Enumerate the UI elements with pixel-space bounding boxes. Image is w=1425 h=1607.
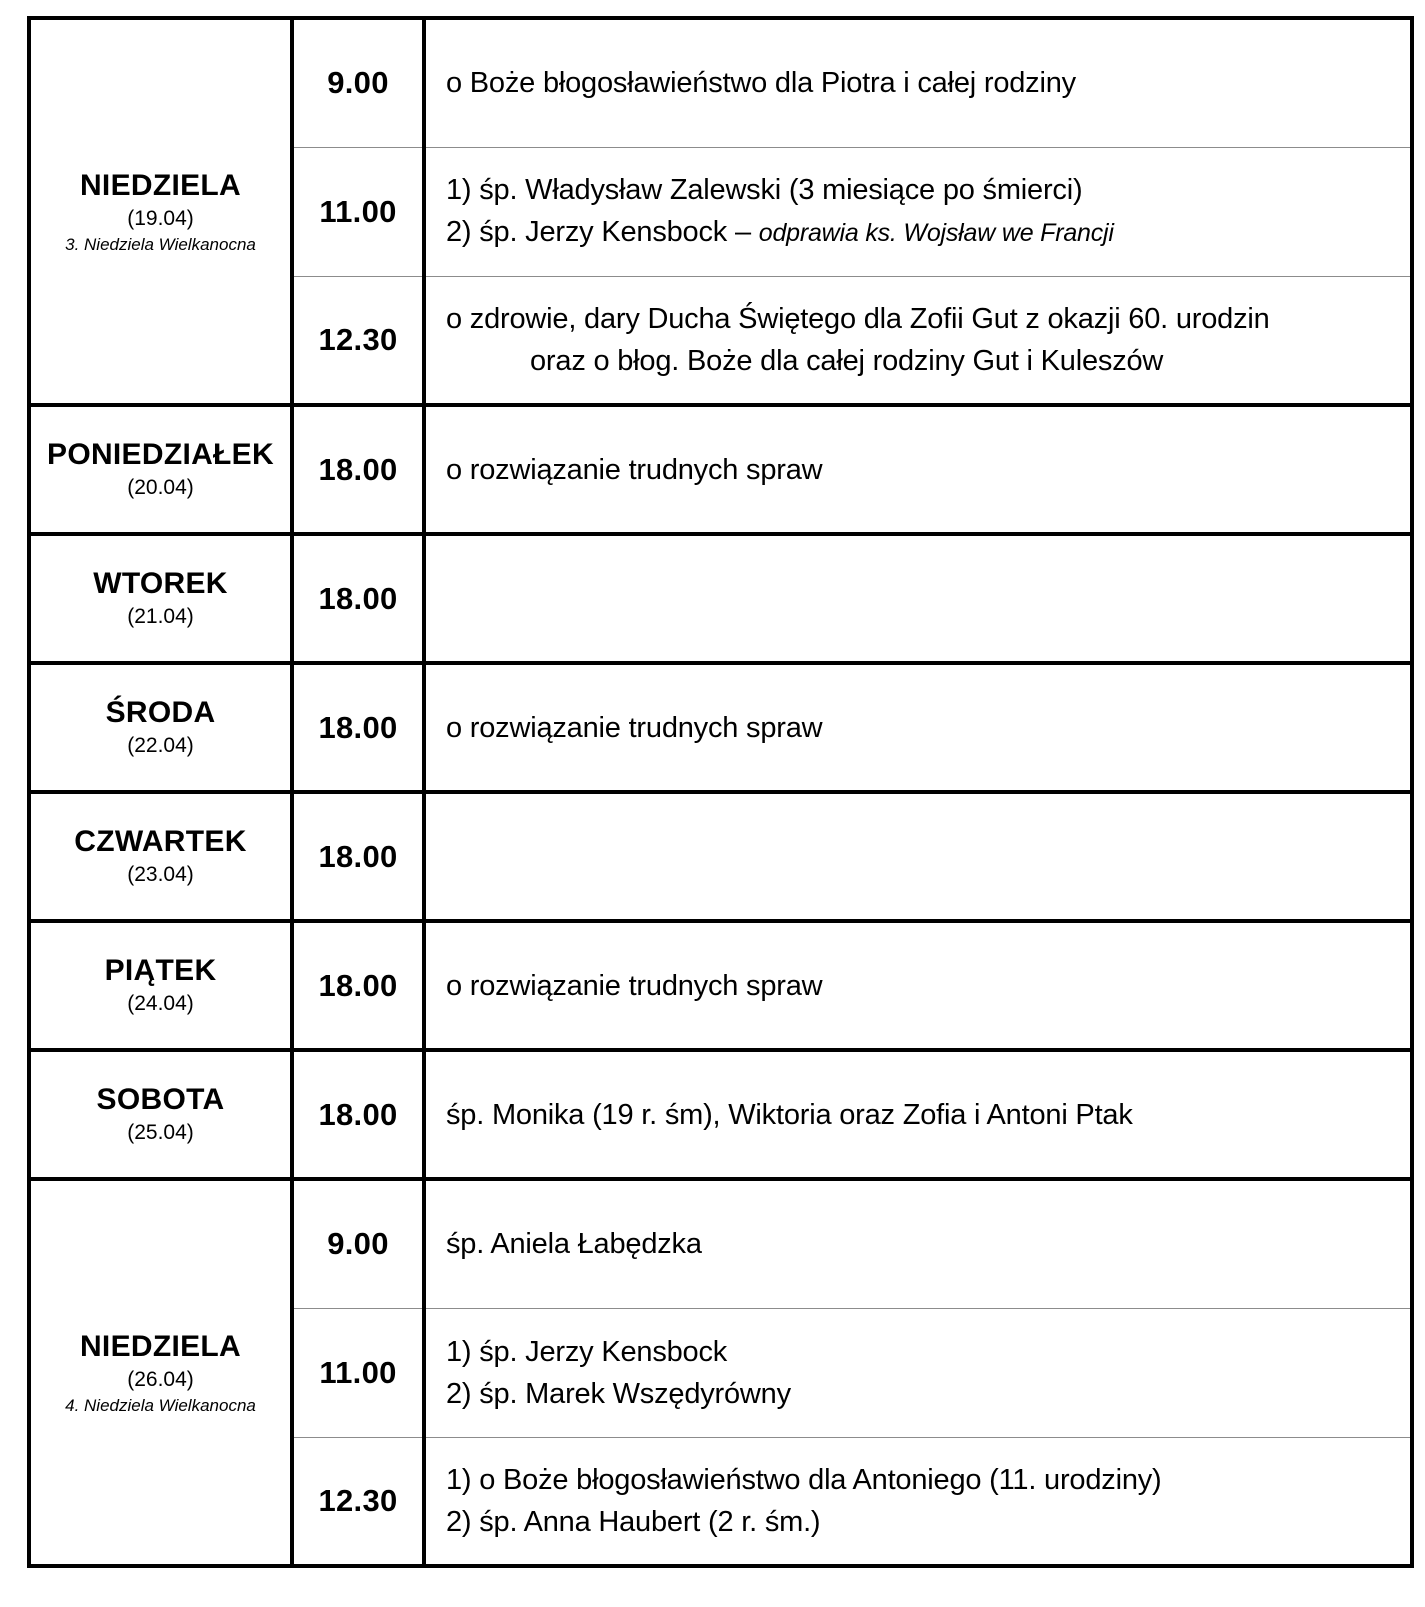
intention-text: o Boże błogosławieństwo dla Piotra i całej rodziny	[446, 67, 1076, 100]
day-cell	[29, 663, 292, 792]
day-name: CZWARTEK	[74, 824, 247, 858]
intention-line	[446, 169, 1410, 211]
mass-time: 18.00	[292, 921, 424, 1050]
intention-note: odprawia ks. Wojsław we Francji	[758, 219, 1114, 247]
intention-line	[446, 707, 1410, 749]
day-name: WTOREK	[93, 566, 228, 600]
day-cell	[29, 405, 292, 534]
intention-text: śp. Monika (19 r. śm), Wiktoria oraz Zofia i Antoni Ptak	[446, 1098, 1133, 1131]
intention-line	[446, 340, 1410, 382]
day-date: (26.04)	[127, 1367, 194, 1391]
day-date: (19.04)	[127, 206, 194, 230]
day-name: PIĄTEK	[104, 953, 217, 987]
mass-intention	[424, 663, 1412, 792]
day-cell	[29, 1179, 292, 1566]
intention-text: 2) śp. Jerzy Kensbock –	[446, 216, 759, 248]
day-name: PONIEDZIAŁEK	[47, 437, 274, 471]
day-date: (25.04)	[127, 1120, 194, 1144]
intention-text: 1) śp. Władysław Zalewski (3 miesiące po śmierci)	[446, 174, 1083, 206]
mass-time: 18.00	[292, 663, 424, 792]
schedule-row	[29, 1050, 1412, 1179]
mass-time: 9.00	[292, 18, 424, 147]
mass-schedule	[27, 16, 1410, 1568]
day-date: (21.04)	[127, 604, 194, 628]
mass-time: 18.00	[292, 792, 424, 921]
mass-intention	[424, 1050, 1412, 1179]
liturgical-day-note: 3. Niedziela Wielkanocna	[65, 234, 256, 254]
intention-line	[446, 965, 1410, 1007]
intention-line	[446, 449, 1410, 491]
schedule-row	[29, 405, 1412, 534]
intention-line	[446, 1331, 1410, 1373]
day-cell	[29, 792, 292, 921]
mass-intention	[424, 147, 1412, 276]
schedule-row	[29, 1179, 1412, 1308]
schedule-row	[29, 18, 1412, 147]
mass-intention	[424, 18, 1412, 147]
intention-text: o zdrowie, dary Ducha Świętego dla Zofii Gut z okazji 60. urodzin	[446, 302, 1270, 335]
intention-text: o rozwiązanie trudnych spraw	[446, 969, 823, 1002]
day-name: SOBOTA	[96, 1082, 225, 1116]
mass-intention	[424, 1179, 1412, 1308]
mass-intention	[424, 921, 1412, 1050]
schedule-row	[29, 534, 1412, 663]
day-name: NIEDZIELA	[79, 168, 242, 202]
day-cell	[29, 18, 292, 405]
intention-line	[446, 1223, 1410, 1265]
intention-line	[446, 298, 1410, 340]
intention-text: 1) śp. Jerzy Kensbock	[446, 1335, 728, 1368]
intention-text: oraz o błog. Boże dla całej rodziny Gut i Kuleszów	[530, 344, 1164, 377]
mass-time: 18.00	[292, 405, 424, 534]
mass-time: 12.30	[292, 276, 424, 405]
schedule-body	[29, 18, 1412, 1566]
intention-text: 2) śp. Marek Wszędyrówny	[446, 1377, 791, 1410]
mass-intention	[424, 534, 1412, 663]
mass-intention	[424, 792, 1412, 921]
mass-intention	[424, 1308, 1412, 1437]
day-cell	[29, 921, 292, 1050]
mass-time: 9.00	[292, 1179, 424, 1308]
intention-line	[446, 1459, 1410, 1501]
day-date: (22.04)	[127, 733, 194, 757]
intention-line	[446, 62, 1410, 104]
mass-intention	[424, 405, 1412, 534]
intention-text: o rozwiązanie trudnych spraw	[446, 711, 823, 744]
day-name: ŚRODA	[105, 695, 216, 729]
mass-time: 18.00	[292, 1050, 424, 1179]
mass-time: 11.00	[292, 1308, 424, 1437]
intention-text: o rozwiązanie trudnych spraw	[446, 453, 823, 486]
intention-line	[446, 211, 1410, 254]
mass-time: 12.30	[292, 1437, 424, 1566]
mass-intention	[424, 1437, 1412, 1566]
intention-line	[446, 1373, 1410, 1415]
schedule-row	[29, 921, 1412, 1050]
intention-text: 1) o Boże błogosławieństwo dla Antoniego (11. urodziny)	[446, 1463, 1162, 1496]
mass-time: 18.00	[292, 534, 424, 663]
mass-intention	[424, 276, 1412, 405]
intention-text: śp. Aniela Łabędzka	[446, 1228, 702, 1261]
day-name: NIEDZIELA	[79, 1329, 242, 1363]
mass-schedule-table	[27, 16, 1414, 1568]
day-date: (23.04)	[127, 862, 194, 886]
day-cell	[29, 1050, 292, 1179]
day-date: (24.04)	[127, 991, 194, 1015]
liturgical-day-note: 4. Niedziela Wielkanocna	[65, 1395, 256, 1415]
day-date: (20.04)	[127, 475, 194, 499]
schedule-row	[29, 663, 1412, 792]
intention-text: 2) śp. Anna Haubert (2 r. śm.)	[446, 1505, 821, 1538]
mass-time: 11.00	[292, 147, 424, 276]
intention-line	[446, 1094, 1410, 1136]
day-cell	[29, 534, 292, 663]
intention-line	[446, 1501, 1410, 1543]
schedule-row	[29, 792, 1412, 921]
